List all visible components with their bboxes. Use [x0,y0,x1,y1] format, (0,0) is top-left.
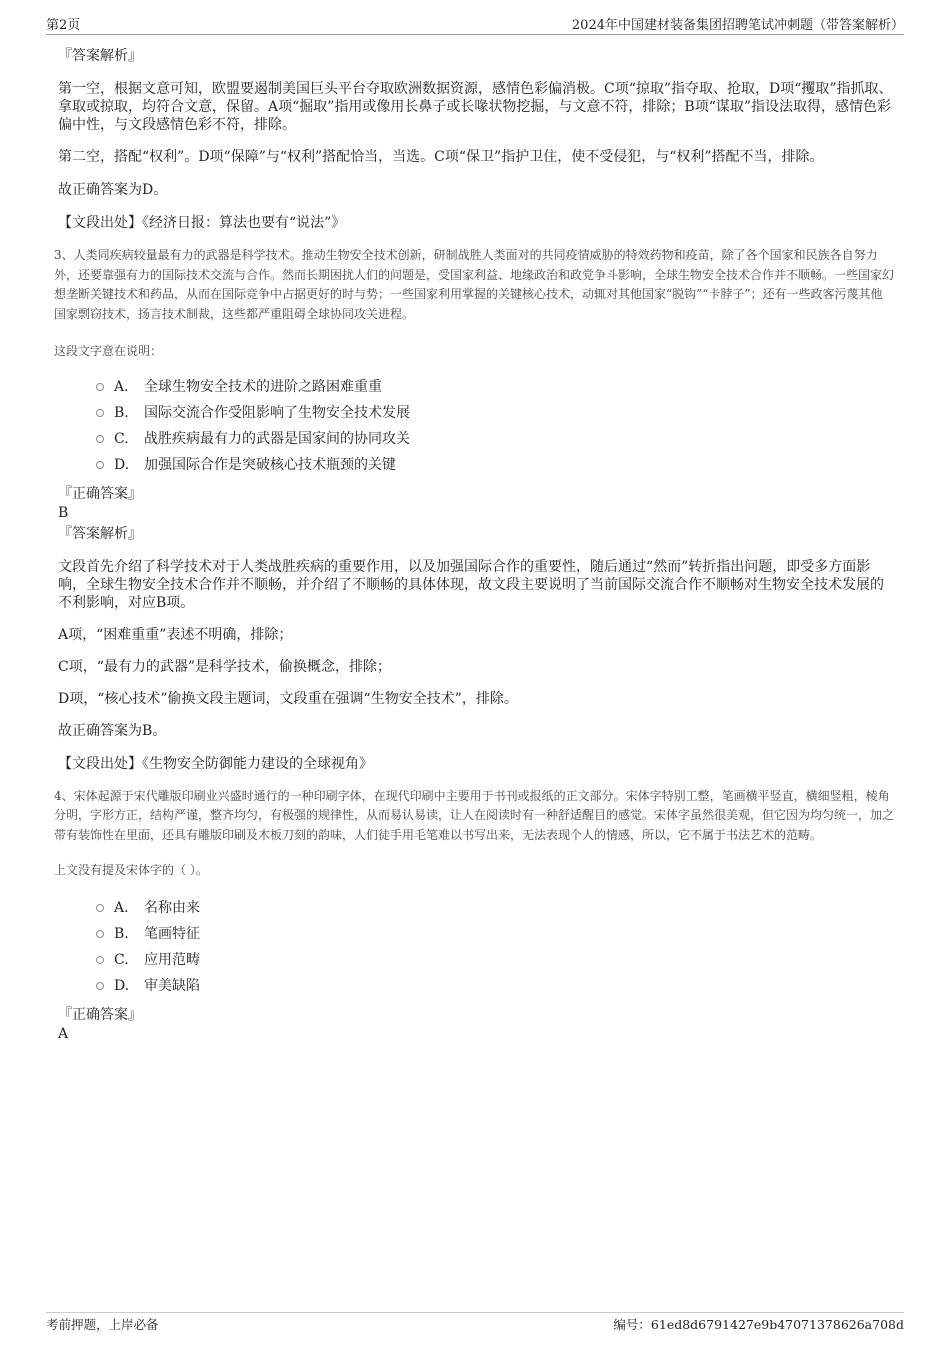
page-number: 第2页 [46,18,81,33]
radio-icon[interactable] [96,383,104,391]
question-text: 4、宋体起源于宋代雕版印刷业兴盛时通行的一种印刷字体，在现代印刷中主要用于书刊或报纸的正文部分。宋体字特别工整，笔画横平竖直，横细竖粗，棱角分明，字形方正，结构严谨，整齐均匀，有极强的规律性，从而易认易读，让人在阅读时有一种舒适醒目的感觉。宋体字虽然很美观，但它因为均匀统一，加之带有装饰性在里面，还具有雕版印刷及木板刀刻的韵味，人们徒手用毛笔难以书写出来，无法表现个人的情感，所以，它不属于书法艺术的范畴。 [54,788,895,842]
radio-icon[interactable] [96,956,104,964]
correct-answer-label: 『正确答案』 [58,1006,142,1023]
correct-answer-value: A [58,1025,69,1042]
radio-icon[interactable] [96,461,104,469]
analysis-paragraph: 第一空，根据文意可知，欧盟要遏制美国巨头平台夺取欧洲数据资源，感情色彩偏消极。C项“掠取”指夺取、抢取，D项“攫取”指抓取、拿取或掠取，均符合文意，保留。A项“掘取”指用或像用长鼻子或长喙状物挖掘，与文意不符，排除；B项“谋取”指设法取得，感情色彩偏中性，与文段感情色彩不符，排除。 [58,81,893,133]
analysis-paragraph: 文段首先介绍了科学技术对于人类战胜疾病的重要作用，以及加强国际合作的重要性，随后通过“然而”转折指出问题，即受多方面影响，全球生物安全技术合作并不顺畅，并介绍了不顺畅的具体体现，故文段主要说明了当前国际交流合作不顺畅对生物安全技术发展的不利影响，对应B项。 [58,558,884,611]
footer-slogan: 考前押题，上岸必备 [46,1317,159,1332]
page-content [54,44,894,1043]
question-prompt: 上文没有提及宋体字的（ ）。 [54,863,208,877]
option-c[interactable]: C. 应用范畴 [54,947,894,973]
radio-icon[interactable] [96,904,104,912]
option-b[interactable]: B. 国际交流合作受阻影响了生物安全技术发展 [54,400,894,426]
option-c[interactable]: C. 战胜疾病最有力的武器是国家间的协同攻关 [54,426,894,452]
source-citation: 【文段出处】《经济日报：算法也要有“说法”》 [58,215,346,231]
radio-icon[interactable] [96,409,104,417]
radio-icon[interactable] [96,982,104,990]
option-d[interactable]: D. 加强国际合作是突破核心技术瓶颈的关键 [54,452,894,478]
analysis-paragraph: D项，“核心技术”偷换文段主题词，文段重在强调“生物安全技术”，排除。 [58,690,518,707]
answer-analysis-label: 『答案解析』 [58,48,142,64]
analysis-paragraph: A项，“困难重重”表述不明确，排除； [58,626,293,643]
radio-icon[interactable] [96,930,104,938]
source-citation: 【文段出处】《生物安全防御能力建设的全球视角》 [58,755,373,772]
radio-icon[interactable] [96,435,104,443]
page-footer [46,1312,904,1332]
page-header [46,14,904,35]
correct-answer-label: 『正确答案』 [58,485,142,502]
analysis-paragraph: 第二空，搭配“权利”。D项“保障”与“权利”搭配恰当，当选。C项“保卫”指护卫住，使不受侵犯，与“权利”搭配不当，排除。 [58,149,824,165]
option-list [54,374,894,478]
question-prompt: 这段文字意在说明： [54,344,163,358]
analysis-conclusion: 故正确答案为D。 [58,182,168,198]
analysis-paragraph: C项，“最有力的武器”是科学技术，偷换概念，排除； [58,658,392,675]
answer-analysis-label: 『答案解析』 [58,525,142,542]
option-b[interactable]: B. 笔画特征 [54,921,894,947]
option-a[interactable]: A． 名称由来 [54,895,894,921]
question-text: 3、人类同疾病较量最有力的武器是科学技术。推动生物安全技术创新，研制战胜人类面对的共同疫情威胁的特效药物和疫苗，除了各个国家和民族各自努力外，还要靠强有力的国际技术交流与合作。然而长期困扰人们的问题是，受国家利益、地缘政治和政党争斗影响，全球生物安全技术合作并不顺畅。一些国家幻想垄断关键技术和药品，从而在国际竞争中占据更好的时与势；一些国家利用掌握的关键核心技术，动辄对其他国家“脱钩”“卡脖子”；还有一些政客污蔑其他国家剽窃技术，扬言技术制裁，这些都严重阻碍全球协同攻关进程。 [54,248,895,321]
option-d[interactable]: D. 审美缺陷 [54,973,894,999]
document-id: 编号：61ed8d6791427e9b47071378626a708d [613,1317,904,1332]
correct-answer-value: B [58,504,69,521]
option-list [54,895,894,999]
option-a[interactable]: A． 全球生物安全技术的进阶之路困难重重 [54,374,894,400]
analysis-conclusion: 故正确答案为B。 [58,722,167,739]
document-title: 2024年中国建材装备集团招聘笔试冲刺题（带答案解析） [571,18,904,33]
